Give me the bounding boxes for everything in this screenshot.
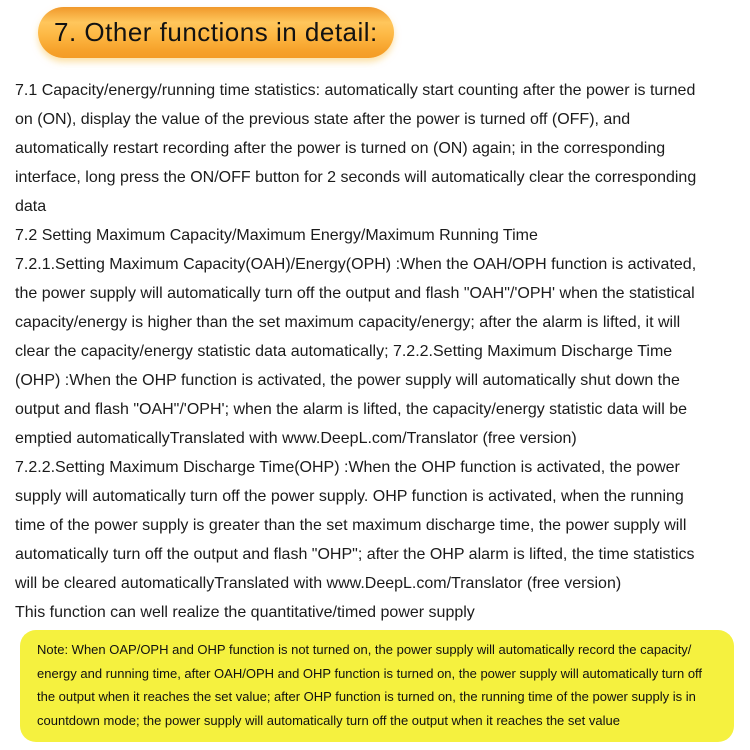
body-line: supply will automatically turn off the power supply. OHP function is activated, when the running [15, 488, 684, 505]
body-line: will be cleared automaticallyTranslated with www.DeepL.com/Translator (free version) [15, 575, 622, 592]
body-line: interface, long press the ON/OFF button for 2 seconds will automatically clear the corresponding [15, 169, 697, 186]
body-line: automatically restart recording after the power is turned on (ON) again; in the corresponding [15, 140, 666, 157]
body-line: output and flash "OAH"/'OPH'; when the alarm is lifted, the capacity/energy statistic data will be [15, 401, 688, 418]
note-line: countdown mode; the power supply will automatically turn off the output when it reaches the set value [37, 712, 620, 728]
note-line: Note: When OAP/OPH and OHP function is not turned on, the power supply will automatically record the capacity/ [37, 642, 692, 657]
body-line: clear the capacity/energy statistic data automatically; 7.2.2.Setting Maximum Discharge Time [15, 343, 673, 360]
body-line: the power supply will automatically turn off the output and flash "OAH"/'OPH' when the statistical [15, 285, 695, 302]
body-line: capacity/energy is higher than the set maximum capacity/energy; after the alarm is lifted, it will [15, 314, 681, 331]
body-line: 7.1 Capacity/energy/running time statistics: automatically start counting after the power is turned [15, 82, 696, 99]
body-line: 7.2.1.Setting Maximum Capacity(OAH)/Energy(OPH) :When the OAH/OPH function is activated, [15, 256, 697, 273]
note-line: energy and running time, after OAH/OPH and OHP function is turned on, the power supply will automatically turn off [37, 665, 703, 681]
body-line: on (ON), display the value of the previous state after the power is turned off (OFF), and [15, 111, 631, 128]
note-box [20, 630, 734, 742]
note-line: the output when it reaches the set value; after OHP function is turned on, the running time of the power supply is in [37, 689, 696, 704]
body-line: data [15, 198, 47, 215]
body-line: emptied automaticallyTranslated with www.DeepL.com/Translator (free version) [15, 430, 577, 447]
body-line: 7.2.2.Setting Maximum Discharge Time(OHP) :When the OHP function is activated, the power [15, 459, 680, 476]
body-line: This function can well realize the quantitative/timed power supply [15, 604, 475, 621]
body-line: automatically turn off the output and flash "OHP"; after the OHP alarm is lifted, the time statistics [15, 546, 695, 563]
body-line: time of the power supply is greater than the set maximum discharge time, the power supply will [15, 517, 687, 534]
body-text [15, 76, 739, 627]
section-title-badge: 7. Other functions in detail: [38, 7, 394, 58]
body-line: 7.2 Setting Maximum Capacity/Maximum Energy/Maximum Running Time [15, 227, 538, 244]
body-line: (OHP) :When the OHP function is activated, the power supply will automatically shut down the [15, 372, 680, 389]
